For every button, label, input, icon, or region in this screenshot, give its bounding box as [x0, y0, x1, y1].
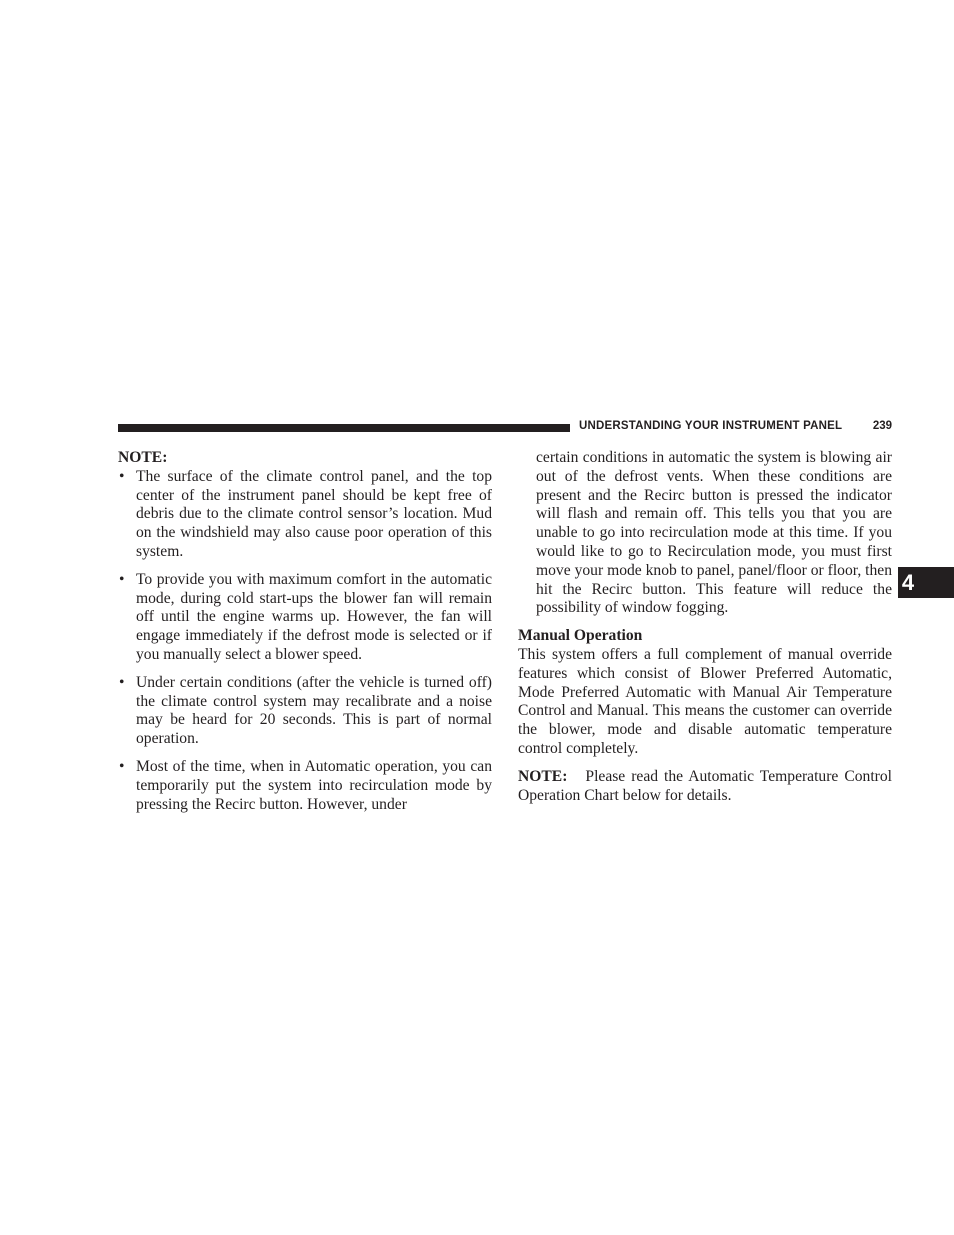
bullet-item	[118, 674, 492, 749]
bullet-marker: •	[119, 570, 125, 588]
bullet-text: To provide you with maximum comfort in the automatic mode, during cold start-ups the blower fan will remain off until the engine warms up. However, the fan will engage immediately if the defrost mode is selected or if you manually select a blower speed.	[136, 570, 492, 663]
bullet-item	[118, 571, 492, 665]
bullet-marker: •	[119, 757, 125, 775]
chapter-tab-number: 4	[901, 570, 915, 595]
running-header-title: UNDERSTANDING YOUR INSTRUMENT PANEL	[579, 420, 843, 432]
bullet-marker: •	[119, 673, 125, 691]
page-number: 239	[872, 420, 892, 432]
note-bullet-list	[118, 468, 492, 815]
left-column	[118, 449, 492, 823]
bullet-text: Under certain conditions (after the vehicle is turned off) the climate control system may recalibrate and a noise may be heard for 20 seconds. This is part of normal operation.	[136, 673, 492, 748]
header-rule	[118, 424, 570, 432]
note-text: Please read the Automatic Temperature Control Operation Chart below for details.	[518, 767, 892, 804]
bullet-marker: •	[119, 467, 125, 485]
bullet-text: The surface of the climate control panel, and the top center of the instrument panel should be kept free of debris due to the climate control sensor’s location. Mud on the windshield may also cause poor operation of this system.	[136, 467, 492, 560]
right-column	[518, 449, 892, 814]
note-heading: NOTE:	[118, 449, 168, 466]
bullet-text: Most of the time, when in Automatic operation, you can temporarily put the system into recirculation mode by pressing the Recirc button. However, under	[136, 757, 492, 813]
bullet-item	[118, 758, 492, 814]
bullet-item	[118, 468, 492, 562]
manual-operation-paragraph: This system offers a full complement of manual override features which consist of Blower Preferred Automatic, Mode Preferred Automatic with Manual Air Temperature Control and Manual. This means the customer can override the blower, mode and disable automatic temperature control completely.	[518, 645, 892, 757]
bullet-continuation: certain conditions in automatic the system is blowing air out of the defrost vents. When these conditions are present and the Recirc button is pressed the indicator will flash and remain off. This tells you that you are unable to go into recirculation mode at this time. If you would like to go to Recirculation mode, you must first move your mode knob to panel, panel/floor or floor, then hit the Recirc button. This feature will reduce the possibility of window fogging.	[536, 449, 892, 617]
section-heading-manual-operation: Manual Operation	[518, 627, 643, 645]
note-paragraph	[518, 768, 892, 806]
note-label: NOTE:	[518, 767, 568, 785]
